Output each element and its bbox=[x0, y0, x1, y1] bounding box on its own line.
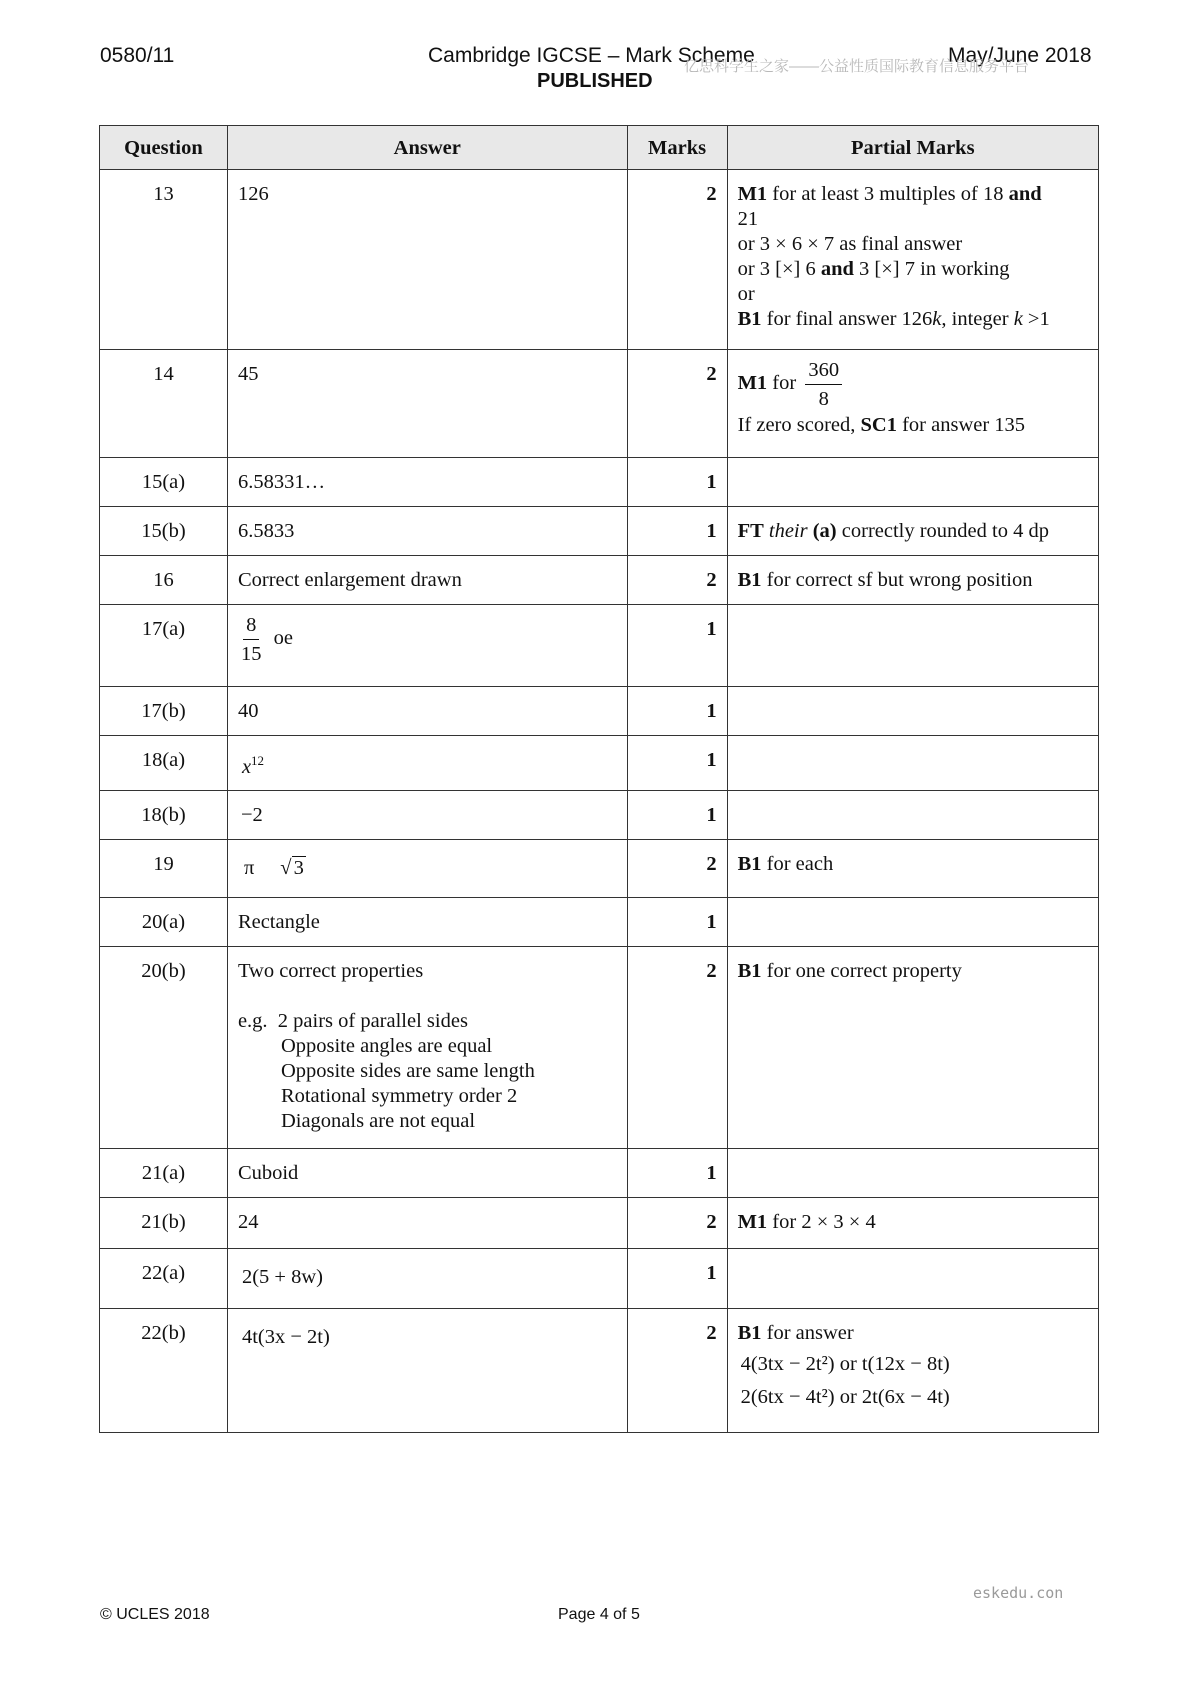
table-row bbox=[100, 1249, 1099, 1309]
partial-marks-cell bbox=[727, 458, 1098, 507]
marks-cell: 1 bbox=[627, 458, 727, 507]
partial-marks-cell bbox=[727, 947, 1098, 1149]
partial-text: k bbox=[1013, 308, 1023, 330]
partial-marks-cell bbox=[727, 556, 1098, 605]
answer-cell: Rectangle bbox=[227, 898, 627, 947]
column-header-marks: Marks bbox=[627, 126, 727, 170]
column-header-partial-marks: Partial Marks bbox=[727, 126, 1098, 170]
question-number: 22(b) bbox=[100, 1309, 228, 1433]
table-row bbox=[100, 898, 1099, 947]
table-row bbox=[100, 507, 1099, 556]
partial-text: for final answer 126 bbox=[761, 308, 933, 330]
table-row bbox=[100, 687, 1099, 736]
partial-text: , integer bbox=[941, 308, 1014, 330]
question-number: 21(b) bbox=[100, 1198, 228, 1249]
table-row bbox=[100, 350, 1099, 458]
partial-text: for correct sf but wrong position bbox=[761, 569, 1033, 591]
answer-pi: π bbox=[243, 857, 255, 879]
partial-text: and bbox=[820, 258, 854, 280]
marks-cell: 1 bbox=[627, 791, 727, 840]
mark-code: B1 bbox=[737, 853, 762, 875]
watermark-text: 亿思科学生之家——公益性质国际教育信息服务平台 bbox=[684, 58, 1030, 75]
marks-cell: 1 bbox=[627, 1149, 727, 1198]
partial-text: >1 bbox=[1022, 308, 1050, 330]
partial-marks-cell bbox=[727, 1198, 1098, 1249]
question-number: 13 bbox=[100, 170, 228, 350]
question-number: 20(b) bbox=[100, 947, 228, 1149]
denominator: 15 bbox=[240, 643, 262, 665]
mark-code: M1 bbox=[737, 1211, 768, 1233]
partial-text: for at least 3 multiples of 18 bbox=[767, 183, 1009, 205]
partial-marks-cell bbox=[727, 791, 1098, 840]
partial-text: (a) bbox=[812, 520, 837, 542]
partial-text: 2(6tx − 4t²) or 2t(6x − 4t) bbox=[740, 1386, 950, 1408]
table-row bbox=[100, 791, 1099, 840]
table-row bbox=[100, 840, 1099, 898]
numerator: 8 bbox=[243, 611, 259, 640]
marks-cell: 2 bbox=[627, 947, 727, 1149]
partial-text: and bbox=[1008, 183, 1042, 205]
marks-cell: 1 bbox=[627, 687, 727, 736]
question-number: 15(b) bbox=[100, 507, 228, 556]
answer-suffix: oe bbox=[273, 627, 293, 650]
column-header-question: Question bbox=[100, 126, 228, 170]
answer-exponent: 12 bbox=[251, 753, 265, 768]
question-number: 22(a) bbox=[100, 1249, 228, 1309]
example-line: Rotational symmetry order 2 bbox=[280, 1085, 518, 1107]
mark-code: FT bbox=[737, 520, 764, 542]
table-row bbox=[100, 458, 1099, 507]
column-header-answer: Answer bbox=[227, 126, 627, 170]
partial-marks-cell bbox=[727, 1309, 1098, 1433]
marks-cell: 2 bbox=[627, 170, 727, 350]
marks-cell: 2 bbox=[627, 1198, 727, 1249]
answer-cell: 40 bbox=[227, 687, 627, 736]
marks-cell: 1 bbox=[627, 507, 727, 556]
question-number: 18(b) bbox=[100, 791, 228, 840]
question-number: 16 bbox=[100, 556, 228, 605]
example-line: Diagonals are not equal bbox=[280, 1110, 476, 1132]
question-number: 19 bbox=[100, 840, 228, 898]
table-row bbox=[100, 947, 1099, 1149]
question-number: 15(a) bbox=[100, 458, 228, 507]
marks-cell: 2 bbox=[627, 556, 727, 605]
partial-text: correctly rounded to 4 dp bbox=[836, 520, 1049, 542]
partial-text: for bbox=[772, 372, 797, 395]
partial-text: If zero scored, bbox=[737, 414, 861, 436]
marks-cell: 1 bbox=[627, 736, 727, 791]
numerator: 360 bbox=[805, 356, 842, 385]
sqrt-radicand: 3 bbox=[293, 857, 304, 879]
partial-marks-cell bbox=[727, 840, 1098, 898]
answer-cell bbox=[227, 947, 627, 1149]
partial-text: their bbox=[768, 520, 808, 542]
question-number: 20(a) bbox=[100, 898, 228, 947]
partial-marks-cell bbox=[727, 507, 1098, 556]
page-number: Page 4 of 5 bbox=[558, 1606, 640, 1623]
site-watermark: eskedu.con bbox=[973, 1584, 1064, 1602]
partial-marks-cell bbox=[727, 687, 1098, 736]
table-row bbox=[100, 170, 1099, 350]
table-row bbox=[100, 1309, 1099, 1433]
answer-cell bbox=[227, 1249, 627, 1309]
answer-text: 2(5 + 8w) bbox=[241, 1266, 323, 1288]
marks-cell: 2 bbox=[627, 350, 727, 458]
table-row bbox=[100, 736, 1099, 791]
partial-text: or 3 [×] 6 bbox=[737, 258, 821, 280]
partial-marks-cell bbox=[727, 898, 1098, 947]
syllabus-code: 0580/11 bbox=[100, 44, 175, 67]
partial-text: 3 [×] 7 in working bbox=[853, 258, 1010, 280]
sqrt-sign: √ bbox=[280, 857, 292, 879]
fraction bbox=[805, 356, 842, 413]
answer-cell bbox=[227, 1309, 627, 1433]
partial-marks-cell bbox=[727, 1149, 1098, 1198]
table-row bbox=[100, 556, 1099, 605]
published-label: PUBLISHED bbox=[537, 70, 653, 92]
question-number: 21(a) bbox=[100, 1149, 228, 1198]
table-row bbox=[100, 605, 1099, 687]
answer-cell bbox=[227, 605, 627, 687]
marks-cell: 2 bbox=[627, 1309, 727, 1433]
partial-text: for one correct property bbox=[761, 960, 962, 982]
mark-code: B1 bbox=[737, 960, 762, 982]
table-row bbox=[100, 1198, 1099, 1249]
answer-cell: 6.5833 bbox=[227, 507, 627, 556]
mark-code: B1 bbox=[737, 569, 762, 591]
mark-code: SC1 bbox=[860, 414, 897, 436]
answer-base: x bbox=[241, 755, 252, 778]
answer-cell: 126 bbox=[227, 170, 627, 350]
partial-text: for 2 × 3 × 4 bbox=[767, 1211, 876, 1233]
partial-text: for answer 135 bbox=[896, 414, 1026, 436]
example-line: e.g. 2 pairs of parallel sides bbox=[237, 1010, 468, 1032]
denominator: 8 bbox=[818, 388, 829, 410]
mark-code: M1 bbox=[737, 183, 768, 205]
question-number: 18(a) bbox=[100, 736, 228, 791]
question-number: 14 bbox=[100, 350, 228, 458]
copyright-notice: © UCLES 2018 bbox=[100, 1606, 210, 1623]
mark-code: M1 bbox=[737, 372, 768, 395]
partial-text: k bbox=[932, 308, 942, 330]
marks-cell: 1 bbox=[627, 1249, 727, 1309]
mark-scheme-table bbox=[99, 125, 1099, 1433]
answer-text: −2 bbox=[240, 804, 263, 826]
example-line: Opposite angles are equal bbox=[280, 1035, 493, 1057]
answer-cell: Correct enlargement drawn bbox=[227, 556, 627, 605]
table-row bbox=[100, 1149, 1099, 1198]
answer-cell bbox=[227, 840, 627, 898]
mark-code: B1 bbox=[737, 1322, 762, 1344]
partial-text: or 3 × 6 × 7 as final answer bbox=[737, 233, 963, 255]
fraction bbox=[238, 611, 265, 668]
partial-text: 21 bbox=[737, 208, 759, 230]
question-number: 17(a) bbox=[100, 605, 228, 687]
partial-text: or bbox=[737, 283, 755, 305]
document-title: Cambridge IGCSE – Mark Scheme bbox=[428, 44, 755, 67]
partial-marks-cell bbox=[727, 350, 1098, 458]
partial-marks-cell bbox=[727, 170, 1098, 350]
example-line: Opposite sides are same length bbox=[280, 1060, 535, 1082]
answer-text: 4t(3x − 2t) bbox=[241, 1326, 330, 1348]
partial-marks-cell bbox=[727, 736, 1098, 791]
answer-text: Two correct properties bbox=[237, 960, 424, 982]
partial-marks-cell bbox=[727, 1249, 1098, 1309]
table-header-row bbox=[100, 126, 1099, 170]
question-number: 17(b) bbox=[100, 687, 228, 736]
marks-cell: 2 bbox=[627, 840, 727, 898]
marks-cell: 1 bbox=[627, 605, 727, 687]
answer-cell: 6.58331… bbox=[227, 458, 627, 507]
answer-cell bbox=[227, 791, 627, 840]
partial-marks-cell bbox=[727, 605, 1098, 687]
exam-session: May/June 2018 bbox=[948, 44, 1092, 67]
partial-text: for each bbox=[761, 853, 834, 875]
partial-text: for answer bbox=[761, 1322, 854, 1344]
marks-cell: 1 bbox=[627, 898, 727, 947]
answer-cell: 45 bbox=[227, 350, 627, 458]
answer-cell: Cuboid bbox=[227, 1149, 627, 1198]
mark-code: B1 bbox=[737, 308, 762, 330]
partial-text: 4(3tx − 2t²) or t(12x − 8t) bbox=[740, 1353, 950, 1375]
answer-cell: 24 bbox=[227, 1198, 627, 1249]
answer-cell bbox=[227, 736, 627, 791]
